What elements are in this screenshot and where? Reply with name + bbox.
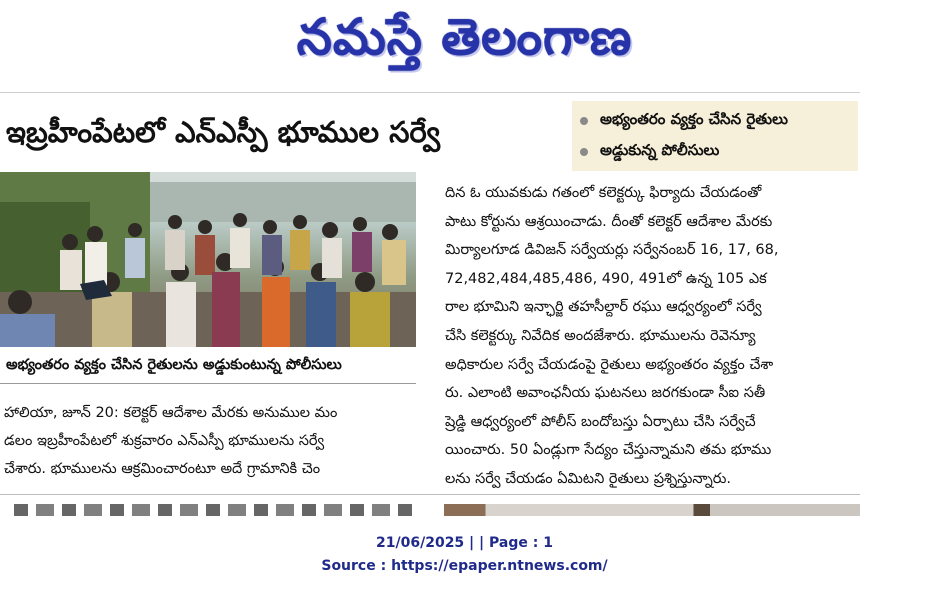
highlight-text: అడ్డుకున్న పోలీసులు bbox=[600, 140, 720, 159]
text-line: చేశారు. భూములను ఆక్రమించారంటూ అదే గ్రామానికి చెం bbox=[4, 461, 321, 477]
text-line: అధికారుల సర్వే చేయడంపై రైతులు అభ్యంతరం వ్యక్తం చేశా bbox=[445, 356, 774, 373]
article-headline: ఇబ్రహీంపేటలో ఎన్ఎస్పీ భూముల సర్వే bbox=[6, 115, 440, 149]
highlight-text: అభ్యంతరం వ్యక్తం చేసిన రైతులు bbox=[600, 109, 788, 128]
text-line: డలం ఇబ్రహీంపేటలో శుక్రవారం ఎన్ఎస్పీ భూములను సర్వే bbox=[4, 433, 325, 449]
caption-divider bbox=[0, 383, 416, 384]
footer-date-page: 21/06/2025 | | Page : 1 bbox=[376, 535, 553, 551]
text-line: యించారు. 50 ఏండ్లుగా సేద్యం చేస్తున్నామని తమ భూము bbox=[445, 442, 772, 459]
masthead bbox=[0, 0, 929, 82]
cropped-headline bbox=[14, 504, 412, 516]
text-line: రాల భూమిని ఇన్ఛార్జి తహసీల్దార్ రఘు ఆధ్వర్యంలో సర్వే bbox=[445, 299, 762, 316]
text-line: 72,482,484,485,486, 490, 491లో ఉన్న 105 ఎక bbox=[445, 270, 767, 287]
text-line: దిన ఓ యువకుడు గతంలో కలెక్టర్కు ఫిర్యాదు చేయడంతో bbox=[445, 185, 762, 201]
highlight-item bbox=[580, 105, 848, 136]
highlight-item bbox=[580, 136, 848, 167]
header-divider bbox=[0, 92, 860, 93]
text-line: రు. ఎలాంటి అవాంఛనీయ ఘటనలు జరగకుండా సీఐ సతీ bbox=[445, 385, 766, 402]
article-column-left bbox=[4, 399, 418, 483]
text-line: లను సర్వే చేయడం ఏమిటని రైతులు ప్రశ్నిస్తున్నారు. bbox=[445, 470, 731, 487]
next-article-cropped bbox=[0, 504, 860, 516]
article-divider bbox=[0, 494, 860, 495]
news-photo bbox=[0, 172, 416, 347]
cropped-photo bbox=[444, 504, 860, 516]
text-line: పాటు కోర్టును ఆశ్రయించాడు. దీంతో కలెక్టర్ ఆదేశాల మేరకు bbox=[445, 213, 773, 230]
newspaper-logo: నమస్తే తెలంగాణ bbox=[296, 8, 633, 66]
article-column-right bbox=[445, 179, 860, 494]
text-line: చేసి కలెక్టర్కు నివేదిక అందజేశారు. భూములను రెవెన్యూ bbox=[445, 327, 756, 344]
text-line: ష్రెడ్డి ఆధ్వర్యంలో పోలీస్ బందోబస్తు ఏర్పాటు చేసి సర్వేచే bbox=[445, 413, 756, 430]
bullet-icon bbox=[580, 117, 588, 125]
text-line: హాలియా, జూన్ 20: కలెక్టర్ ఆదేశాల మేరకు అనుముల మం bbox=[4, 405, 338, 421]
footer-source: Source : https://epaper.ntnews.com/ bbox=[321, 558, 608, 574]
bullet-icon bbox=[580, 148, 588, 156]
highlights-box bbox=[572, 101, 858, 171]
crowd-photo-illustration bbox=[0, 172, 416, 347]
photo-caption: అభ్యంతరం వ్యక్తం చేసిన రైతులను అడ్డుకుంటున్న పోలీసులు bbox=[6, 357, 342, 373]
text-line: మిర్యాలగూడ డివిజన్ సర్వేయర్లు సర్వేనంబర్ 16, 17, 68, bbox=[445, 242, 779, 259]
